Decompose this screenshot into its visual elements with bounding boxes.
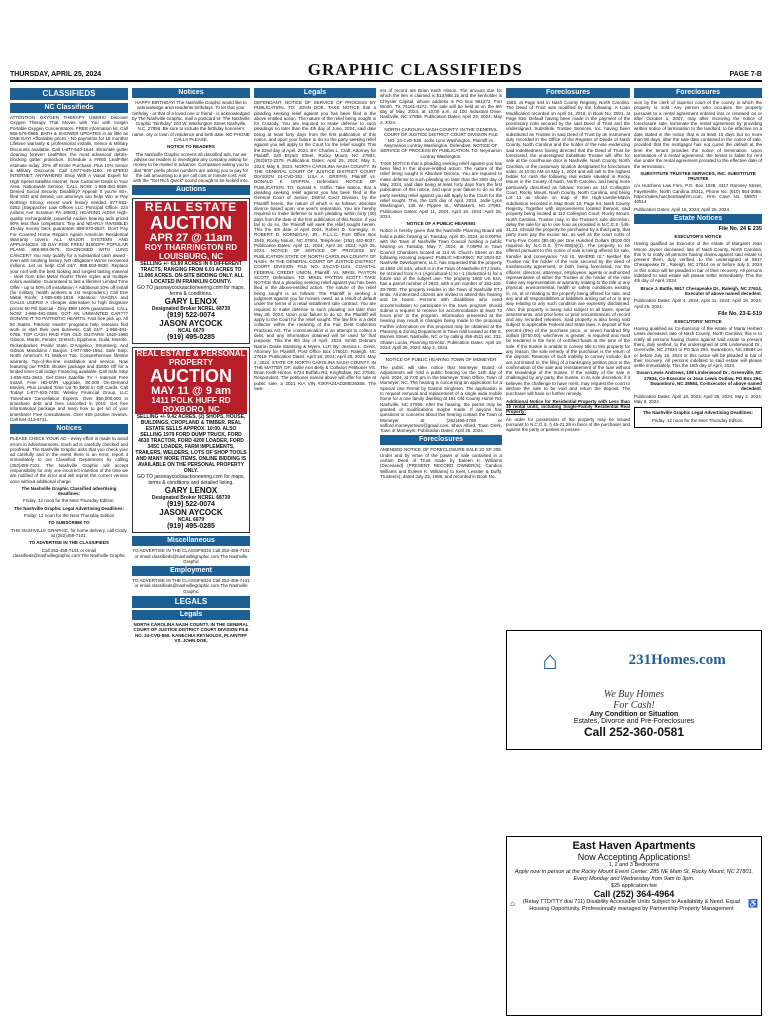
231homes-tagline-2: For Cash! <box>613 700 655 711</box>
advertise-title: TO ADVERTISE IN THE CLASSIFIEDS <box>28 540 109 546</box>
trustee-name: SUBSTITUTE TRUSTEE SERVICES, INC. SUBSTITUTE TRUSTEE <box>640 170 756 182</box>
executor-pub-dates: Publication Dates: April 4, 2024; April 11, 2024; April 18, 2024; April 25, 2024. <box>634 298 762 309</box>
auctioneer-phone: (919) 495-0285 <box>167 334 215 342</box>
legal-notices-text: DEFENDANT. NOTICE OF SERVICE OF PROCESS BY PUBLICATION. TO: JOHN DOE. TAKE NOTICE that a pleading seeking relief against you has been filed in the above entitled action. The nature of the relief being sought is for Custody. You are required to make defense to such pleadings no later than the 4th day of June, 2024, said date being at least forty days from the first publication of this notice, and upon your failure to do so the party seeking relief against you will apply to the Court for the relief sought. This the 22nd day of April, 2024. BY: Charles L. Craft, Attorney for Plaintiff, 220 Bryant Street, Rocky Mount, NC 27804, (252)972-2279. Publication Dates: April 25, 2024; May 2, 2024; May 9, 2024. NORTH CAROLINA NASH COUNTY. IN THE GENERAL COURT OF JUSTICE DISTRICT COURT DIVISION 24-CVD-352. LISA A. GRIFFIN, Plaintiff vs. DONALD K. GRIFFIN, Defendant. NOTICE OF PUBLICATION. TO: Donald K. Griffin. Take Notice, that a pleading seeking relief against you has been filed in the General Court of Justice, District Court Division, by the Plaintiff herein, the nature of which is as follows: absolute divorce based upon one year's separation. You are hereby required to make defense to such pleading within forty (40) days from the date of the first publication of this Notice. If you fail to do so, the Plaintiff will seek the relief sought herein. This the 4th date of April 2024. Robert D. Kornegay, Jr. ROBERT D. KORNEGAY, JR., P.L.L.C. Post Office Box 3545, Rocky Mount, NC 27804, Telephone: (252) 442-8037. Publication Dates: April 11, 2024; April 18, 2024; April 25, 2024. NOTICE OF SERVICE OF PROCESS BY PUBLICATION STATE OF NORTH CAROLINA COUNTY OF NASH. IN THE GENERAL COURT OF JUSTICE DISTRICT COURT DIVISION FILE NO. 24-CVD-1124. COASTAL FEDERAL CREDIT UNION, Plaintiff, Vs. MIKEL PAYTON SCOTT, Defendant. TO: MIKEL PAYTON SCOTT. TAKE NOTICE that a pleading seeking relief against you has been filed in the above-entitled action. The nature of the relief being sought is as follows: The Plaintiff is seeking a judgment against you for monies owed, as a result of default under the terms of a retail installment sale contract. You are required to make defense to such pleading not later than May 28, 2024. Upon your failure to do so, the Plaintiff will apply to the Court for the relief sought. The law firm is a debt collector within the meaning of the Fair Debt Collection Practices Act. The communication is an attempt to collect a debt, and any information obtained will be used for that purpose. This the 9th day of April, 2024. Smith Debnam Narron Drake Saintsing & Myers, LLP, By: Jessica L. Greer, Attorney for Plaintiff, Post Office Box 176010, Raleigh, NC 27619. Publication Dates: April 18, 2024; April 25, 2024; May 2, 2024. STATE OF NORTH CAROLINA NASH COUNTY. IN THE MATTER OF: Sullie Ann Belly & Collision Petitioner VS. Brian Keith Hinton, 6724 Buffalo Rd, Knightdale, NC 27545, Respondent. The petitioner named above will offer for sale at public sale, a 2021 KIA VIN #3KPA24AD2ME36358. The own- <box>254 100 376 392</box>
auctioneer-name: JASON AYCOCK <box>159 319 223 329</box>
subscribe-title: TO SUBSCRIBE TO <box>48 520 90 526</box>
executors-notice-title: EXECUTORS' NOTICE <box>674 318 722 324</box>
east-haven-subtitle: Now Accepting Applications! <box>577 852 691 862</box>
broker-name: GARY LENOX <box>164 486 218 496</box>
readers-notice-title: NOTICE TO READERS <box>167 144 215 150</box>
misc-text: TO ADVERTISE IN THE CLASSIFIEDS Call 252-459-7101 or email classifieds@nashvillegraphic.com The Nashville Graphic <box>132 548 250 564</box>
231homes-situations: Estates, Divorce and Pre-Foreclosures <box>573 718 695 725</box>
legals-heading: Legals <box>132 610 250 620</box>
east-haven-bedrooms: 1, 2 and 3 Bedrooms <box>608 862 660 868</box>
auction-ad-line1: REAL ESTATE <box>144 200 238 215</box>
auctioneer-license: NCAL 6679 <box>177 328 205 335</box>
auction-ad-body: SELLING +/- 9.42 ACRES, (2) SHOPS, HOUSE, BUILDINGS, CROPLAND & TIMBER. REAL ESTATE SELLS APPROX. 10:00. ALSO SELLING 1979 FORD DUMP TRUCK, FORD 4630 TRACTOR, FORD 4200 LOADER, FORD 345C LOADER, FARM IMPLEMENTS, TRAILERS, WELDERS, LOTS OF SHOP TOOLS AND MANY MORE ITEMS. ONLINE BIDDING IS AVAILABLE ON THE PERSONAL PROPERTY ONLY. <box>135 414 247 475</box>
page-header <box>10 60 762 82</box>
column-5 <box>506 88 630 628</box>
auction-ad-header <box>135 350 247 414</box>
broker-name: GARY LENOX <box>164 297 218 307</box>
foreclosures-heading-6: Foreclosures <box>634 88 762 98</box>
miscellaneous-heading: Miscellaneous <box>132 536 250 546</box>
foreclosure-text: 1583, at Page 644 in Nash County Registry, North Carolina. The Deed of Trust was modified by the following: A Loan Modification recorded on April 24, 2019, in Book No. 2921, at Page 616. Default having been made in the payment of the promissory note secured by the said Deed of Trust and the undersigned, Substitute Trustee Services, Inc. having been substituted as Trustee in said Deed of Trust by an instrument duly recorded in the Office of the Register of Deeds of Nash County, North Carolina and the holder of the note evidencing said indebtedness having directed that the Deed of Trust be foreclosed, the undersigned Substitute Trustee will offer for sale at the courthouse door in Nashville, Nash County, North Carolina, or the customary location designated for foreclosure sales, at 10:00 AM on May 1, 2024 and will sell to the highest bidder for cash the following real estate situated in Rocky Mount in the County of Nash, North Carolina, and being more particularly described as follows: Known as 112 Collington Court, Rocky Mount, Nash County, North Carolina, and being Lot 13 as shown on map of the High-Lambe-Mavin subdivision recorded in Map Book 10, Page 64, Nash County Registry. Together with improvements located thereon; said property being located at 112 Collington Court, Rocky Mount, North Carolina. Trustee may, in the Trustee's sole discretion, delay the sale for up to one hour as provided in N.C.G.S. §45-21.23. Should the property be purchased by a third party, that party must pay the excise tax, as well as the court costs of Forty-Five Cents ($0.45) per One Hundred Dollars ($100.00) required by N.C.G.S. §7A-308(a)(1). The property to be offered pursuant to this notice of sale is being offered for sale, transfer and conveyance "AS IS, WHERE IS." Neither the Trustee nor the holder of the note secured by the deed of trust/security agreement, or both, being foreclosed, nor the officers, directors, attorneys, employees, agents or authorized representative of either the Trustee or the holder of the note make any representation or warranty relating to the title or any physical, environmental, health or safety conditions existing in, on, at or relating to the property being offered for sale, and any and all responsibilities or liabilities arising out of or in any way relating to any such condition are expressly disclaimed. Also, this property is being sold subject to all taxes, special assessments, and prior liens or prior encumbrances of record and any recorded releases. Said property is also being sold subject to applicable Federal and State laws. A deposit of five percent (5%) of the purchase price, or seven hundred fifty dollars ($750.00), whichever is greater, is required and must be tendered in the form of certified funds at the time of the sale. If the trustee is unable to convey title to this property for any reason, the sole remedy of the purchaser is the return of the deposit. Reasons of such inability to convey include, but are not limited to, the filing of a bankruptcy petition prior to the confirmation of the sale and reinstatement of the loan without the knowledge of the trustee. If the validity of the sale is challenged by any party, the trustee, in its sole discretion, if it believes the challenge to have merit, may request the court to declare the sale to be void and return the deposit. The purchaser will have no further remedy. <box>506 100 630 397</box>
broker-phone: (919) 522-0074 <box>167 312 215 320</box>
publication-dates: Publication Dates: April 18, 2024; April 25, 2024. <box>634 206 731 212</box>
auction-ad-date: MAY 11 @ 9 am <box>151 384 231 397</box>
notices-heading-2: Notices <box>132 88 250 98</box>
residential-note: Additional Notice for Residential Property with Less than 15 rental units, including Single-Family Residential Real Property: <box>506 398 630 415</box>
auction-ad-line2: AUCTION <box>150 366 232 387</box>
possession-text: An order for possession of the property may be issued pursuant to N.C.G.S. § 45-21.29 in favor of the purchaser and against the party or parties in posses- <box>506 416 630 433</box>
washington-case-text: TAKE NOTICE that a pleading seeking relief against you has been filed in the above-entitled action. The nature of the relief being sought is Absolute Divorce. You are required to make defense to such pleading no later than the 20th day of May, 2024, said date being at least forty days from the first publication of this notice, and upon your failure to do so the party seeking relief against you will apply to the Court for the relief sought. This, the 11th day of April, 2024. Jodie Lynn Washington, 135 W. Pippen St., Whitakers, NC 27891. Publication Dates: April 11, 2024; April 18, 2024; April 25, 2024. <box>380 160 502 219</box>
employment-heading: Employment <box>132 566 250 576</box>
231homes-tagline: We Buy Homes <box>603 689 665 700</box>
divider <box>380 353 502 354</box>
auctioneer-name: JASON AYCOCK <box>159 508 223 518</box>
executors-pub-dates: Publication Dates: April 18, 2024; April 25, 2024; May 2, 2024; May 9, 2024. <box>634 393 762 404</box>
file-number-2: File No. 23-E-519 <box>717 310 762 317</box>
legal-deadline-title: The Nashville Graphic Legal Advertising Deadlines: <box>13 505 125 511</box>
file-number: File No. 24 E 235 <box>718 225 762 232</box>
birthday-notice: HAPPY BIRTHDAY! The Nashville Graphic would like to acknowledge area residents birthdays. To let that your birthday - or that of a loved one or friend - is acknowledged by The Nashville Graphic, mail a postcard to: The Nashville Graphic "Birthday" 203 W. Washington Street Nashville, N.C. 27856. Be sure to include the birthday honoree's name, city or town of residence and birth date. NO PHONE CALLS PLEASE. <box>132 100 250 143</box>
executors-signer: Susan Lewis Andrews, 108 Lindenwood Dr., Greenville, NC 27834, Co-Executor or Joan Lewis Outlaw, PO Box 294, Swansboro, NC 28584, Co-Executor of above named decedent. <box>636 370 762 392</box>
executors-notice-text: Having qualified as Co-Executor of the estate of Marla Herbert Lewis deceased, late of Nash County, North Carolina, this is to notify all persons having claims against said estate to present them, duly verified, to the undersigned at 108 Lindenwood Dr., Greenville, NC 27834 or PO Box 294, Swansboro, NC 28584 on or before July 18, 2024 or this notice will be pleaded in bar of their recovery. All persons indebted to said estate will please settle immediately. This the 18th day of April, 2024. <box>634 326 762 369</box>
house-icon: ⌂ <box>542 644 559 675</box>
washington-case-header: NORTH CAROLINA NASH COUNTY. IN THE GENERAL COURT OF JUSTICE DISTRICT COURT DIVISION FILE NO. 24-CvD-536. Jodie Lynn Washington, Plaintiff vs. Neymarion Lontray Washington, Defendant. NOTICE OF SERVICE OF PROCESS BY PUBLICATION. TO: Neymarion Lontray Washington. <box>380 127 502 159</box>
legal-deadline-box-title: The Nashville Graphic Legal Advertising Deadlines: <box>642 410 754 416</box>
legal-deadline-box-text: Friday, 12 noon for the Next Thursday Edition. <box>652 417 744 423</box>
auction-ad-location: ROY THARRINGTON RD LOUISBURG, NC <box>144 243 238 261</box>
column-3 <box>254 88 376 1018</box>
auctioneer-phone: (919) 495-0285 <box>167 523 215 531</box>
issue-date: THURSDAY, APRIL 25, 2024 <box>10 71 102 78</box>
east-haven-relay: (Relay TTD/TTY dial 711) Disability Accessible Units Subject to Availability & Need. Equal Housing Opportunity. Professionally managed by Partnership Property Management <box>522 899 741 912</box>
broker-phone: (919) 522-0074 <box>167 501 215 509</box>
legal-deadline-box <box>634 407 762 428</box>
broker-role: Designated Broker NCREL 68739 <box>151 306 231 313</box>
equal-housing-icon: ⌂ <box>510 899 515 908</box>
nc-classifieds-heading: NC Classifieds <box>10 103 128 113</box>
classified-deadline-text: Friday, 12 noon for the Next Thursday Edition. <box>23 498 115 504</box>
page-number: PAGE 7-B <box>729 71 762 78</box>
231homes-phone: Call 252-360-0581 <box>583 725 685 739</box>
231homes-site[interactable]: 231Homes.com <box>628 651 726 668</box>
broker-role: Designated Broker NCREL 68739 <box>151 495 231 502</box>
foreclosure-text-start: AMENDED NOTICE OF FORECLOSURE SALE 22 SP 205. Under and by virtue of the power of sale contained in a certain Deed of Trust made by Euleen K. Williams (Deceased) (PRESENT RECORD OWNER(S): Candice Williams and Euleen K. Williams) to Keel, Lessiter & Duffy, Trustee(s), dated July 23, 1996, and recorded in Book No. <box>380 447 502 479</box>
estate-notices-heading: Estate Notices <box>634 214 762 224</box>
auctioneer-license: NCAL 6679 <box>177 517 205 524</box>
public-hearing-title: NOTICE OF A PUBLIC HEARING <box>406 221 476 227</box>
momeyer-hearing-title: NOTICE OF PUBLIC HEARING TOWN OF MOMEYER <box>385 357 497 363</box>
legals-banner: LEGALS <box>132 596 250 608</box>
east-haven-ad <box>506 836 762 1016</box>
auction-ad-date: APR 27 @ 11am <box>149 231 233 244</box>
executor-signer: Bruce J. Battle, 5917 Chesapeake Dr., Raleigh, NC 27614, Executor of above named decedent. <box>640 285 762 296</box>
auction-ad-link[interactable]: GO TO jasonaycockauctioneering.com for maps, terms & conditions. <box>137 285 245 298</box>
executor-notice-text: Having qualified as Executor of the estate of Margaret Jean Moore Joyner deceased, late of Nash County, North Carolina, this is to notify all persons having claims against said estate to present them, duly verified, to the undersigned at 5917 Chesapeake Dr., Raleigh, NC 27614 on or before July 5, 2024 or this notice will be pleaded in bar of their recovery. All persons indebted to said estate will please settle immediately. This the 4th day of April, 2024. <box>634 241 762 284</box>
accessibility-icon: ♿ <box>748 899 758 908</box>
tenant-text: sion by the clerk of superior court of the county in which the property is sold. Any person who occupies the property pursuant to a rental agreement entered into or renewed on or after October 1, 2007, may after receiving the notice of foreclosure sale, terminate the rental agreement by providing written notice of termination to the landlord, to be effective on a date stated in the notice that is at least 10 days but no more than 90 days, after the sale date contained in the notice of sale, provided that the mortgagor has not cured the default at the time the tenant provides the notice of termination. Upon termination of a rental agreement, the tenant is liable for rent due under the rental agreement prorated to the effective date of the termination. <box>634 100 762 169</box>
nc-classifieds-text: ATTENTION OXYGEN THERAPY USERS! Discover Oxygen Therapy That Moves with You with Inogen Portable Oxygen Concentrators. FREE information kit. Call 866-579-0885. BATH & SHOWER UPDATES in as little as ONE DAY! Affordable prices - No payments for 18 months! Lifetime warranty & professional installs. Senior & Military Discounts available. Call 1-877-540-1644. Eliminate gutter cleaning forever! LeafFilter, the most advanced debris-blocking gutter protection. Schedule a FREE LeafFilter estimate today. 20% off Entire Purchase. Plus 10% Senior & Military Discounts. Call 1-877-649-1190. HI-SPEED INTERNET. ANYWHERE! Shop With A Viasat Expert for High Speed Satellite Internet. New Customer Deals in Your Area. Nationwide Service. CALL NOW: 1-866-481-0668. Denied Social Security Disability? Appeal! If you're 50+, filed SSD and denied, our attorneys can help! Win or Pay Nothing! Strong, recent work history needed. 877-553-0252 [Steppacher Law Offices LLC Principal Office: 224 Adams Ave Scranton PA 18503]. HEARING AIDS!! High-quality rechargeable, powerful Audien hearing aids priced 90% less than competitors. Tiny and NEARLY INVISIBLE! 45-day money back guarantee! 888-970-6637. Don't Pay For Covered Home Repairs Again! American Residential Warranty covers ALL MAJOR SYSTEMS AND APPLIANCES. 30 DAY RISK FREE/ $100OFF POPULAR PLANS. 888-993-0678. DIAGNOSED WITH LUNG CANCER? You may qualify for a substantial cash award - even with smoking history. NO obligation! We've recovered millions. Let us help! Call 24/7, 888-503-0830. Replace your roof with the best looking and longest lasting material - steel from Erie Metal Roofs! Three styles and multiple colors available. Guaranteed to last a lifetime! Limited Time Offer - up to 50% off installation + Additional 10% off install (for military, health workers & 1st responders.) Call Erie Metal Roofs: 1-855-585-1819. Attention: VIAGRA and CIALIS USERS! A cheaper alternative to high drugstore prices! 50 Pill Special - Only $99! 100% guaranteed. CALL NOW: 1-866-481-0668. GOT AN UNWANTED CAR??? DONATE IT TO PATRIOTIC HEARTS. Fast free pick up. All 50 States. Patriotic Hearts' programs help veterans find work or start their own business. Call 24/7: 1-866-481-0765. TOP CASH PAID FOR OLD GUITARS! 1920-1980 Gibson, Martin, Fender, Gretsch, Epiphone, Guild, Mosrite, Rickenbacker, Prairie State, D'Angelico, Stromberg. And Gibson Mandolins / Banjos. 1-877-560-1554. Safe Step. North America's #1 Walk-In Tub. Comprehensive lifetime warranty. Top-of-the-line installation and service. Now featuring our FREE shower package and $1600 Off for a limited time! Call today! Financing available. Call Safe Step 1-855-931-3643. Get DISH Satellite TV + Internet! Free Install, Free HD-DVR Upgrade, 80,000 On-Demand Movies, Plus Limited Time Up To $600 In Gift Cards. Call Today! 1-877-920-7405. Wesley Financial Group, LLC Timeshare Cancellation Experts. Over $50,000,000 in timeshare debt and fees cancelled in 2019. Get free informational package and learn how to get rid of your timeshare! Free consultations. Over 450 positive reviews. Call 844-213-6711. <box>10 115 128 422</box>
trustee-address: c/o Hutchens Law Firm, P.O. Box 1028, 4317 Ramsey Street, Fayetteville, North Carolina 28311, Phone No: (910) 864-3068, https://sales.hutchenslawfirm.com, Firm Case No: 56970 - 40514 <box>634 183 762 205</box>
auction-ad-line1: REAL ESTATE & PERSONAL PROPERTY <box>136 349 246 367</box>
auctions-heading: Auctions <box>132 185 250 195</box>
east-haven-title: East Haven Apartments <box>572 840 696 852</box>
notices-heading: Notices <box>10 424 128 434</box>
legal-deadline-text: Friday, 12 noon for the Next Thursday Edition <box>23 513 115 519</box>
employment-text: TO ADVERTISE IN THE CLASSIFIEDS Call 252-459-7101 or email classifieds@nashvillegraphic.com The Nashville Graphic <box>132 578 250 594</box>
lien-sale-text: ers of record are Brian Keith Hinton. The amount due for which the lien is claimed is $13,988.15 and the lienholder is Chrysler Capital, whose address is PO Box 961272, Fort Worth, TX 76161-0272. The sale will be held at on the 9th day of May, 2024, at 10:00 a.m. at 100 Industrial Drive, Nashville, NC 27856. Publication Dates: April 25, 2024; May 2, 2024. <box>380 88 502 125</box>
legals-heading-3: Legals <box>254 88 376 98</box>
column-1 <box>10 88 128 1018</box>
auction-ad-body: SELLING +/- 63.89 ACRES IN 6 DIFFERENT TRACTS, RANGING FROM 6.01 ACRES TO 11.006 ACRES. ON-SITE BIDDING ONLY. ALL LOCATED IN FRANKLIN COUNTY. <box>138 261 244 286</box>
231homes-condition: Any Condition or Situation <box>589 711 679 718</box>
auction-ad-location: 1411 POLK HUFF RD ROXBORO, NC <box>151 396 231 414</box>
subscribe-text: THE NASHVILLE GRAPHIC, for home delivery, call Cindy at (252)459-7101. <box>11 527 127 538</box>
executor-notice-title: EXECUTOR'S NOTICE <box>674 233 722 239</box>
auction-ad-line2: AUCTION <box>150 213 232 234</box>
231homes-ad <box>506 630 762 750</box>
auction-ad-link[interactable]: GO TO jasonaycockauctioneering.com for maps, terms & conditions and detailed listing. <box>137 474 245 487</box>
advertise-text: Call 252-459-7101 or email classifieds@nashvillegraphic.com The Nashville Graphic <box>12 547 126 558</box>
column-4 <box>380 88 502 1018</box>
please-check-notice: PLEASE CHECK YOUR AD - every effort is made to avoid errors in advertisements. Each ad is carefully checked and proofread. The Nashville Graphic asks that you check your ad carefully and in the event there is an error, report it immediately to our Classified Department by calling (252)459-7101. The Nashville Graphic will accept responsibility for only one incorrect insertion of the time we are notified of the error and will reprint the correct version once without additional charge. <box>10 436 128 484</box>
classifieds-banner: CLASSIFIEDS <box>10 88 128 100</box>
readers-notice-text: The Nashville Graphic screens all classified ads, but we advise our readers to investigate any company asking for money to be mailed in advance. Companies asking you to dial "900" prefix phone numbers are asking you to pay for the call amounting to a per call cost or minute cost. Ask with the "Get Rich Quick" sound enough to be looked into. <box>133 151 249 184</box>
public-hearing-text: Notice is hereby given that the Nashville Planning Board will hold a public hearing on Tuesday, April 30, 2024, at 6:00PM, with the Town of Nashville Town Council holding a public hearing on Tuesday, May 7, 2024, at 7:00PM in Town Council Chambers located at 114 W. Church Street on the following rezoning request: PUBLIC HEARING: RZ 2024-02: Nashville Development, LLC, has requested that the property at 1860 US 64A, which is in the Town of Nashville ETJ limits, be rezoned from A-1 (Agricultural-1) to I-1 (Industrial-1) for a future use of the subject use. The property 1860 US 64A, has a parcel number of 2823, with a pin number of 283-100-30-7800. The property resides in the Town of Nashville ETJ limits. All interested citizens are invited to attend this hearing and be heard. Persons with disabilities who need accommodation to participate in the town program should submit a request to receive for accommodation at least 72 hours prior to the program. Information presented at the hearing may result in changes being made to the proposal. Further information on this proposal may be obtained at the Planning & Zoning Department in Town Hall located at 499 S. Barnes Street, Nashville, NC or by calling 459-4511 ext. 232. Shawn Lucas, Planning Director. Publication Dates: April 18, 2024; April 25, 2024; May 2, 2024. <box>380 228 502 350</box>
auction-ad-louisburg <box>132 198 250 344</box>
east-haven-phone: Call (252) 364-4964 <box>593 889 675 899</box>
foreclosures-heading-5: Foreclosures <box>506 88 630 98</box>
momeyer-hearing-text: The public will take notice that Momeyer Board of Adjustments will hold a public hearing on the 14th day of April, 2024, at 7:00 pm in the Momeyer Town Office, Town of Momeyer, NC. The hearing is concerning an application for a Special Use Permit by Gaston Singleton. The application is to request removal and replacement of a single wide mobile home for a one family dwelling at 161 Old County Home Rd, Nashville, NC 27856. After the hearing, the permit may be granted or modifications maybe made. If anyone has questions or concerns about this hearing contact the Town of Momeyer at (252)459-4788 or safford.momeyertown@gmail.com. Shea Alford, Town Clerk, Town of Momeyer. Publication Dates: April 25, 2024. <box>380 364 502 434</box>
auction-ad-header <box>135 201 247 261</box>
auction-ad-roxboro <box>132 347 250 533</box>
legal-notice-start: NORTH CAROLINA NASH COUNTY. IN THE GENERAL COURT OF JUSTICE DISTRICT COURT DIVISION FILE NO. 24-CVD-550. KANECHIA REYNOLDS, PLAINTIFF VS. JOHN DOE, <box>133 622 249 643</box>
section-title: GRAPHIC CLASSIFIEDS <box>307 60 523 79</box>
east-haven-fee: $25 application fee <box>610 882 658 889</box>
east-haven-apply: Apply now in person at the Rocky Mount Event Center: 285 NE Main St, Rocky Mount, NC 27801. Every Monday and Wednesday from 9am to 3pm. <box>514 868 754 882</box>
classified-deadline-title: The Nashville Graphic Classified advertising deadlines: <box>21 485 117 497</box>
column-6 <box>634 88 762 628</box>
foreclosures-heading: Foreclosures <box>380 435 502 445</box>
column-2 <box>132 88 250 1018</box>
